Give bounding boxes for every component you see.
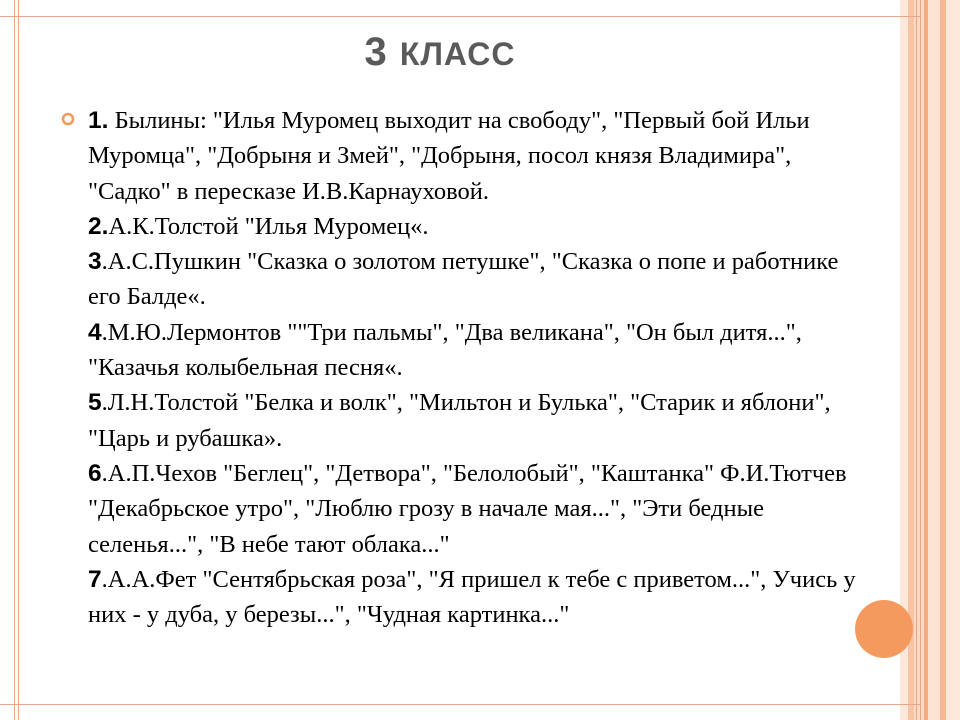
list-item: 3.А.С.Пушкин "Сказка о золотом петушке", "Сказка о попе и работнике его Балде«. — [88, 248, 839, 311]
ring-bullet-icon — [61, 112, 75, 126]
list-item: 5.Л.Н.Толстой "Белка и волк", "Мильтон и Булька", "Старик и яблони", "Царь и рубашка». — [88, 389, 831, 452]
frame-line-right-1 — [916, 0, 917, 720]
title-word: КЛАСС — [399, 36, 516, 72]
frame-line-right-2 — [920, 0, 921, 720]
list-item: 6.А.П.Чехов "Беглец", "Детвора", "Белолобый", "Каштанка" Ф.И.Тютчев "Декабрьское утро", "Люблю грозу в начале мая...", "Эти бедные селенья...", "В небе тают облака..." — [88, 459, 847, 558]
decorative-stripes — [900, 0, 960, 720]
list-item: 2.А.К.Толстой "Илья Муромец«. — [88, 212, 429, 240]
frame-line-top — [0, 16, 920, 17]
frame-line-bottom — [0, 704, 920, 705]
slide-title — [0, 30, 880, 75]
list-item: 1. Былины: "Илья Муромец выходит на свободу", "Первый бой Ильи Муромца", "Добрыня и Змей", "Добрыня, посол князя Владимира", "Садко" в пересказе И.В.Карнауховой. — [88, 107, 810, 205]
frame-line-left-2 — [18, 0, 19, 720]
reading-list — [88, 103, 868, 632]
list-item: 7.А.А.Фет "Сентябрьская роза", "Я пришел к тебе с приветом...", Учись у них - у дуба, у березы...", "Чудная картинка..." — [88, 565, 856, 629]
frame-line-left-1 — [14, 0, 15, 720]
list-item: 4.М.Ю.Лермонтов ""Три пальмы", "Два великана", "Он был дитя...", "Казачья колыбельная песня«. — [88, 318, 802, 382]
decorative-circle — [855, 600, 913, 658]
title-number: 3 — [364, 30, 388, 74]
